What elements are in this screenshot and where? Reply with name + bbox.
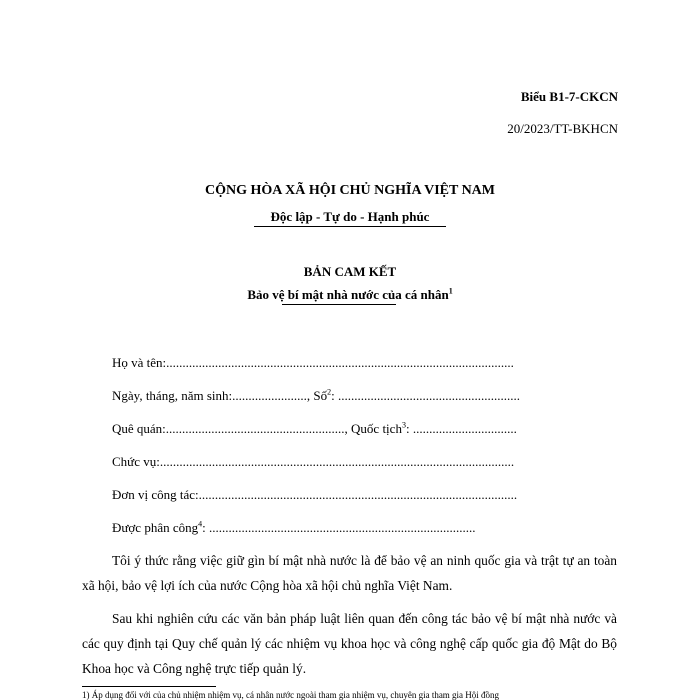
form-code: Biểu B1-7-CKCN bbox=[520, 89, 618, 104]
field-name: Họ và tên:........................................................................................................... bbox=[112, 355, 514, 370]
paragraph-awareness: Tôi ý thức rằng việc giữ gìn bí mật nhà nước là để bảo vệ an ninh quốc gia và trật tự an toàn xã hội, bảo vệ lợi ích của nước Cộng hòa xã hội chủ nghĩa Việt Nam. bbox=[82, 553, 617, 593]
national-title: CỘNG HÒA XÃ HỘI CHỦ NGHĨA VIỆT NAM bbox=[204, 183, 495, 198]
hometown-tail: : ................................ bbox=[405, 421, 517, 436]
footnote-ref-1: 1 bbox=[448, 286, 453, 296]
motto: Độc lập - Tự do - Hạnh phúc bbox=[270, 209, 430, 224]
assigned-label: Được phân công bbox=[112, 520, 199, 535]
document-subtitle bbox=[0, 287, 700, 303]
footnote-1: 1) Áp dụng đối với của chủ nhiệm nhiệm vụ, cá nhân nước ngoài tham gia nhiệm vụ, chuyên gia tham gia Hội đồng bbox=[82, 690, 500, 700]
field-workplace: Đơn vị công tác:.................................................................................................. bbox=[112, 487, 518, 502]
hometown-label: Quê quán:......................................................., Quốc tịch bbox=[112, 421, 402, 436]
assigned-tail: : .................................................................................. bbox=[202, 520, 476, 535]
subtitle-text: Bảo vệ bí mật nhà nước của cá nhân bbox=[247, 287, 449, 302]
footnote-ref-3: 3 bbox=[401, 420, 406, 430]
footnote-ref-4: 4 bbox=[198, 519, 203, 529]
dob-tail: : ........................................................ bbox=[331, 388, 520, 403]
field-dob bbox=[112, 388, 520, 404]
circular-number: 20/2023/TT-BKHCN bbox=[507, 121, 618, 136]
field-hometown bbox=[112, 421, 517, 437]
paragraph-commitment: Sau khi nghiên cứu các văn bản pháp luật liên quan đến công tác bảo vệ bí mật nhà nước và các quy định tại Quy chế quản lý các nhiệm vụ khoa học và công nghệ cấp quốc gia độ Mật do Bộ Khoa học và Công nghệ trực tiếp quản lý. bbox=[82, 611, 617, 676]
motto-underline bbox=[254, 226, 446, 227]
footnote-separator bbox=[82, 686, 216, 687]
field-assigned bbox=[112, 520, 476, 536]
subtitle-underline bbox=[282, 304, 396, 305]
dob-label: Ngày, tháng, năm sinh:......................., Số bbox=[112, 388, 328, 403]
field-position: Chức vụ:............................................................................................................. bbox=[112, 454, 515, 469]
footnote-ref-2: 2 bbox=[327, 387, 332, 397]
document-title: BẢN CAM KẾT bbox=[303, 264, 397, 279]
